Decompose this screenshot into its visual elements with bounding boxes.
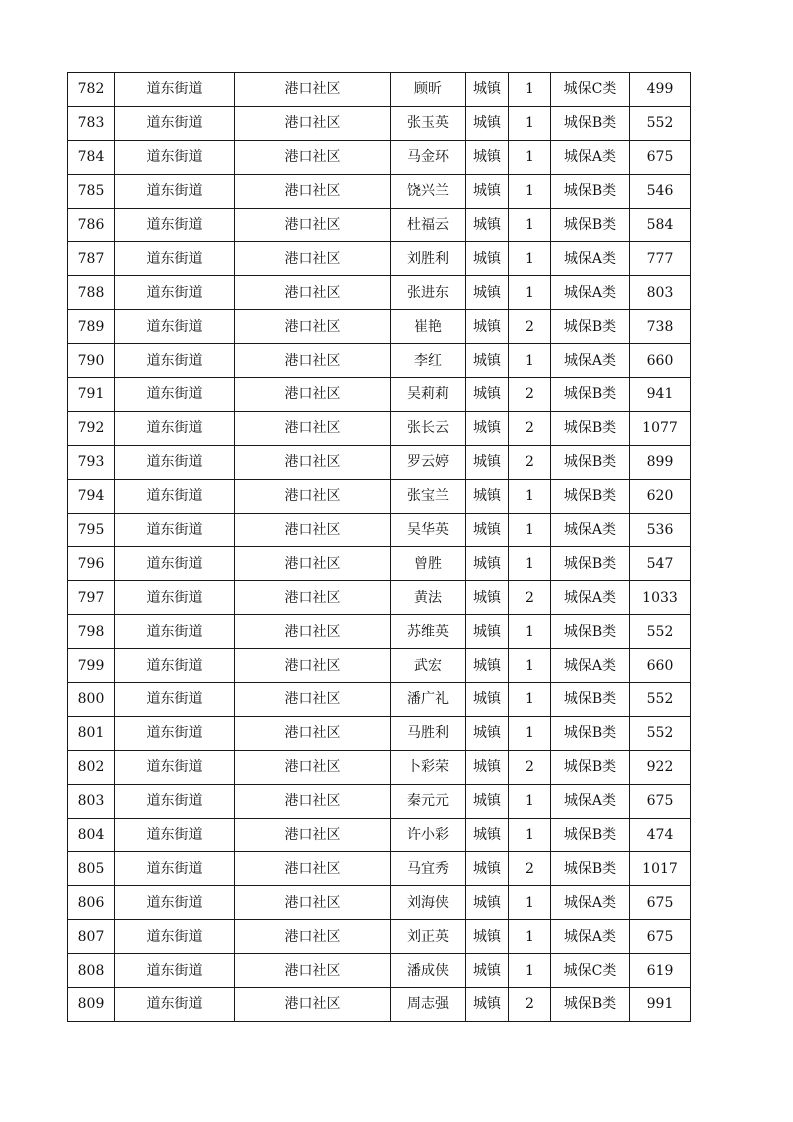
household-count-cell: 2: [509, 411, 551, 445]
name-cell: 刘正英: [391, 920, 466, 954]
household-count-cell: 1: [509, 106, 551, 140]
name-cell: 刘海侠: [391, 886, 466, 920]
table-row: [68, 411, 691, 445]
table-row: [68, 276, 691, 310]
amount-cell: 552: [630, 615, 691, 649]
category-cell: 城保B类: [551, 818, 630, 852]
amount-cell: 1033: [630, 581, 691, 615]
street-cell: 道东街道: [115, 242, 235, 276]
row-number-cell: 797: [68, 581, 115, 615]
category-cell: 城保B类: [551, 615, 630, 649]
household-count-cell: 1: [509, 649, 551, 683]
household-count-cell: 1: [509, 174, 551, 208]
table-row: [68, 242, 691, 276]
street-cell: 道东街道: [115, 886, 235, 920]
category-cell: 城保B类: [551, 683, 630, 717]
amount-cell: 552: [630, 716, 691, 750]
row-number-cell: 788: [68, 276, 115, 310]
amount-cell: 1077: [630, 411, 691, 445]
community-cell: 港口社区: [235, 649, 391, 683]
household-count-cell: 1: [509, 615, 551, 649]
amount-cell: 546: [630, 174, 691, 208]
category-cell: 城保B类: [551, 852, 630, 886]
street-cell: 道东街道: [115, 649, 235, 683]
street-cell: 道东街道: [115, 818, 235, 852]
amount-cell: 922: [630, 750, 691, 784]
area-type-cell: 城镇: [466, 242, 509, 276]
area-type-cell: 城镇: [466, 378, 509, 412]
table-row: [68, 106, 691, 140]
row-number-cell: 790: [68, 344, 115, 378]
table-row: [68, 852, 691, 886]
area-type-cell: 城镇: [466, 683, 509, 717]
household-count-cell: 2: [509, 378, 551, 412]
street-cell: 道东街道: [115, 208, 235, 242]
street-cell: 道东街道: [115, 852, 235, 886]
name-cell: 崔艳: [391, 310, 466, 344]
row-number-cell: 784: [68, 140, 115, 174]
area-type-cell: 城镇: [466, 106, 509, 140]
community-cell: 港口社区: [235, 547, 391, 581]
household-count-cell: 2: [509, 445, 551, 479]
area-type-cell: 城镇: [466, 174, 509, 208]
community-cell: 港口社区: [235, 716, 391, 750]
area-type-cell: 城镇: [466, 581, 509, 615]
amount-cell: 499: [630, 73, 691, 107]
amount-cell: 941: [630, 378, 691, 412]
household-count-cell: 2: [509, 852, 551, 886]
street-cell: 道东街道: [115, 513, 235, 547]
name-cell: 张玉英: [391, 106, 466, 140]
street-cell: 道东街道: [115, 716, 235, 750]
area-type-cell: 城镇: [466, 649, 509, 683]
household-count-cell: 1: [509, 479, 551, 513]
street-cell: 道东街道: [115, 615, 235, 649]
category-cell: 城保B类: [551, 479, 630, 513]
row-number-cell: 783: [68, 106, 115, 140]
category-cell: 城保B类: [551, 208, 630, 242]
table-row: [68, 716, 691, 750]
area-type-cell: 城镇: [466, 615, 509, 649]
area-type-cell: 城镇: [466, 852, 509, 886]
street-cell: 道东街道: [115, 411, 235, 445]
household-count-cell: 1: [509, 73, 551, 107]
table-row: [68, 479, 691, 513]
amount-cell: 474: [630, 818, 691, 852]
street-cell: 道东街道: [115, 174, 235, 208]
amount-cell: 675: [630, 784, 691, 818]
name-cell: 潘广礼: [391, 683, 466, 717]
household-count-cell: 1: [509, 886, 551, 920]
street-cell: 道东街道: [115, 344, 235, 378]
name-cell: 曾胜: [391, 547, 466, 581]
street-cell: 道东街道: [115, 310, 235, 344]
table-row: [68, 988, 691, 1022]
table-row: [68, 818, 691, 852]
street-cell: 道东街道: [115, 750, 235, 784]
community-cell: 港口社区: [235, 411, 391, 445]
category-cell: 城保B类: [551, 716, 630, 750]
community-cell: 港口社区: [235, 378, 391, 412]
records-table: [67, 72, 691, 1022]
amount-cell: 552: [630, 683, 691, 717]
row-number-cell: 794: [68, 479, 115, 513]
area-type-cell: 城镇: [466, 479, 509, 513]
household-count-cell: 1: [509, 276, 551, 310]
household-count-cell: 1: [509, 784, 551, 818]
community-cell: 港口社区: [235, 615, 391, 649]
community-cell: 港口社区: [235, 310, 391, 344]
community-cell: 港口社区: [235, 581, 391, 615]
household-count-cell: 2: [509, 581, 551, 615]
row-number-cell: 786: [68, 208, 115, 242]
amount-cell: 620: [630, 479, 691, 513]
amount-cell: 660: [630, 344, 691, 378]
name-cell: 吴莉莉: [391, 378, 466, 412]
row-number-cell: 796: [68, 547, 115, 581]
community-cell: 港口社区: [235, 818, 391, 852]
household-count-cell: 1: [509, 716, 551, 750]
household-count-cell: 2: [509, 988, 551, 1022]
amount-cell: 738: [630, 310, 691, 344]
row-number-cell: 806: [68, 886, 115, 920]
table-row: [68, 615, 691, 649]
row-number-cell: 802: [68, 750, 115, 784]
community-cell: 港口社区: [235, 479, 391, 513]
row-number-cell: 787: [68, 242, 115, 276]
community-cell: 港口社区: [235, 140, 391, 174]
category-cell: 城保C类: [551, 73, 630, 107]
category-cell: 城保A类: [551, 886, 630, 920]
table-row: [68, 73, 691, 107]
area-type-cell: 城镇: [466, 954, 509, 988]
name-cell: 顾昕: [391, 73, 466, 107]
row-number-cell: 805: [68, 852, 115, 886]
household-count-cell: 1: [509, 242, 551, 276]
name-cell: 卜彩荣: [391, 750, 466, 784]
row-number-cell: 791: [68, 378, 115, 412]
name-cell: 饶兴兰: [391, 174, 466, 208]
household-count-cell: 1: [509, 344, 551, 378]
category-cell: 城保B类: [551, 411, 630, 445]
category-cell: 城保A类: [551, 581, 630, 615]
community-cell: 港口社区: [235, 954, 391, 988]
row-number-cell: 789: [68, 310, 115, 344]
amount-cell: 675: [630, 886, 691, 920]
table-row: [68, 649, 691, 683]
area-type-cell: 城镇: [466, 310, 509, 344]
area-type-cell: 城镇: [466, 818, 509, 852]
area-type-cell: 城镇: [466, 988, 509, 1022]
amount-cell: 619: [630, 954, 691, 988]
community-cell: 港口社区: [235, 208, 391, 242]
community-cell: 港口社区: [235, 445, 391, 479]
category-cell: 城保B类: [551, 106, 630, 140]
category-cell: 城保A类: [551, 920, 630, 954]
amount-cell: 675: [630, 920, 691, 954]
row-number-cell: 809: [68, 988, 115, 1022]
household-count-cell: 1: [509, 208, 551, 242]
household-count-cell: 2: [509, 750, 551, 784]
row-number-cell: 807: [68, 920, 115, 954]
community-cell: 港口社区: [235, 106, 391, 140]
amount-cell: 803: [630, 276, 691, 310]
table-row: [68, 920, 691, 954]
category-cell: 城保B类: [551, 378, 630, 412]
table-body: [68, 73, 691, 1022]
category-cell: 城保B类: [551, 310, 630, 344]
table-row: [68, 954, 691, 988]
household-count-cell: 1: [509, 547, 551, 581]
row-number-cell: 803: [68, 784, 115, 818]
table-row: [68, 750, 691, 784]
name-cell: 张长云: [391, 411, 466, 445]
community-cell: 港口社区: [235, 242, 391, 276]
community-cell: 港口社区: [235, 988, 391, 1022]
name-cell: 许小彩: [391, 818, 466, 852]
category-cell: 城保A类: [551, 344, 630, 378]
category-cell: 城保B类: [551, 750, 630, 784]
row-number-cell: 795: [68, 513, 115, 547]
row-number-cell: 799: [68, 649, 115, 683]
area-type-cell: 城镇: [466, 140, 509, 174]
name-cell: 秦元元: [391, 784, 466, 818]
community-cell: 港口社区: [235, 513, 391, 547]
community-cell: 港口社区: [235, 750, 391, 784]
household-count-cell: 1: [509, 683, 551, 717]
row-number-cell: 798: [68, 615, 115, 649]
household-count-cell: 1: [509, 920, 551, 954]
community-cell: 港口社区: [235, 784, 391, 818]
table-row: [68, 208, 691, 242]
table-row: [68, 886, 691, 920]
amount-cell: 675: [630, 140, 691, 174]
household-count-cell: 2: [509, 310, 551, 344]
table-row: [68, 344, 691, 378]
row-number-cell: 808: [68, 954, 115, 988]
household-count-cell: 1: [509, 513, 551, 547]
category-cell: 城保B类: [551, 445, 630, 479]
table-row: [68, 513, 691, 547]
household-count-cell: 1: [509, 140, 551, 174]
community-cell: 港口社区: [235, 852, 391, 886]
amount-cell: 552: [630, 106, 691, 140]
name-cell: 黄法: [391, 581, 466, 615]
area-type-cell: 城镇: [466, 784, 509, 818]
row-number-cell: 785: [68, 174, 115, 208]
area-type-cell: 城镇: [466, 208, 509, 242]
row-number-cell: 782: [68, 73, 115, 107]
row-number-cell: 801: [68, 716, 115, 750]
row-number-cell: 800: [68, 683, 115, 717]
community-cell: 港口社区: [235, 174, 391, 208]
table-row: [68, 683, 691, 717]
street-cell: 道东街道: [115, 140, 235, 174]
community-cell: 港口社区: [235, 886, 391, 920]
community-cell: 港口社区: [235, 344, 391, 378]
name-cell: 张宝兰: [391, 479, 466, 513]
name-cell: 刘胜利: [391, 242, 466, 276]
category-cell: 城保A类: [551, 276, 630, 310]
street-cell: 道东街道: [115, 378, 235, 412]
household-count-cell: 1: [509, 954, 551, 988]
name-cell: 苏维英: [391, 615, 466, 649]
category-cell: 城保A类: [551, 242, 630, 276]
area-type-cell: 城镇: [466, 73, 509, 107]
area-type-cell: 城镇: [466, 716, 509, 750]
category-cell: 城保B类: [551, 547, 630, 581]
street-cell: 道东街道: [115, 547, 235, 581]
row-number-cell: 804: [68, 818, 115, 852]
name-cell: 李红: [391, 344, 466, 378]
area-type-cell: 城镇: [466, 920, 509, 954]
table-row: [68, 445, 691, 479]
category-cell: 城保B类: [551, 174, 630, 208]
name-cell: 武宏: [391, 649, 466, 683]
category-cell: 城保C类: [551, 954, 630, 988]
community-cell: 港口社区: [235, 276, 391, 310]
area-type-cell: 城镇: [466, 445, 509, 479]
table-row: [68, 174, 691, 208]
name-cell: 张进东: [391, 276, 466, 310]
area-type-cell: 城镇: [466, 513, 509, 547]
street-cell: 道东街道: [115, 581, 235, 615]
table-row: [68, 140, 691, 174]
street-cell: 道东街道: [115, 920, 235, 954]
area-type-cell: 城镇: [466, 276, 509, 310]
name-cell: 周志强: [391, 988, 466, 1022]
amount-cell: 536: [630, 513, 691, 547]
name-cell: 马金环: [391, 140, 466, 174]
area-type-cell: 城镇: [466, 886, 509, 920]
community-cell: 港口社区: [235, 73, 391, 107]
table-row: [68, 784, 691, 818]
name-cell: 吴华英: [391, 513, 466, 547]
area-type-cell: 城镇: [466, 547, 509, 581]
category-cell: 城保A类: [551, 649, 630, 683]
amount-cell: 584: [630, 208, 691, 242]
name-cell: 马宜秀: [391, 852, 466, 886]
name-cell: 杜福云: [391, 208, 466, 242]
category-cell: 城保A类: [551, 513, 630, 547]
community-cell: 港口社区: [235, 920, 391, 954]
table-row: [68, 581, 691, 615]
street-cell: 道东街道: [115, 106, 235, 140]
amount-cell: 991: [630, 988, 691, 1022]
table-row: [68, 310, 691, 344]
street-cell: 道东街道: [115, 276, 235, 310]
street-cell: 道东街道: [115, 479, 235, 513]
street-cell: 道东街道: [115, 73, 235, 107]
community-cell: 港口社区: [235, 683, 391, 717]
street-cell: 道东街道: [115, 445, 235, 479]
row-number-cell: 793: [68, 445, 115, 479]
street-cell: 道东街道: [115, 784, 235, 818]
table-row: [68, 378, 691, 412]
category-cell: 城保B类: [551, 988, 630, 1022]
category-cell: 城保A类: [551, 140, 630, 174]
area-type-cell: 城镇: [466, 750, 509, 784]
name-cell: 罗云婷: [391, 445, 466, 479]
category-cell: 城保A类: [551, 784, 630, 818]
amount-cell: 660: [630, 649, 691, 683]
area-type-cell: 城镇: [466, 344, 509, 378]
street-cell: 道东街道: [115, 954, 235, 988]
table-row: [68, 547, 691, 581]
street-cell: 道东街道: [115, 683, 235, 717]
row-number-cell: 792: [68, 411, 115, 445]
amount-cell: 1017: [630, 852, 691, 886]
street-cell: 道东街道: [115, 988, 235, 1022]
amount-cell: 547: [630, 547, 691, 581]
name-cell: 马胜利: [391, 716, 466, 750]
amount-cell: 777: [630, 242, 691, 276]
name-cell: 潘成侠: [391, 954, 466, 988]
area-type-cell: 城镇: [466, 411, 509, 445]
household-count-cell: 1: [509, 818, 551, 852]
amount-cell: 899: [630, 445, 691, 479]
